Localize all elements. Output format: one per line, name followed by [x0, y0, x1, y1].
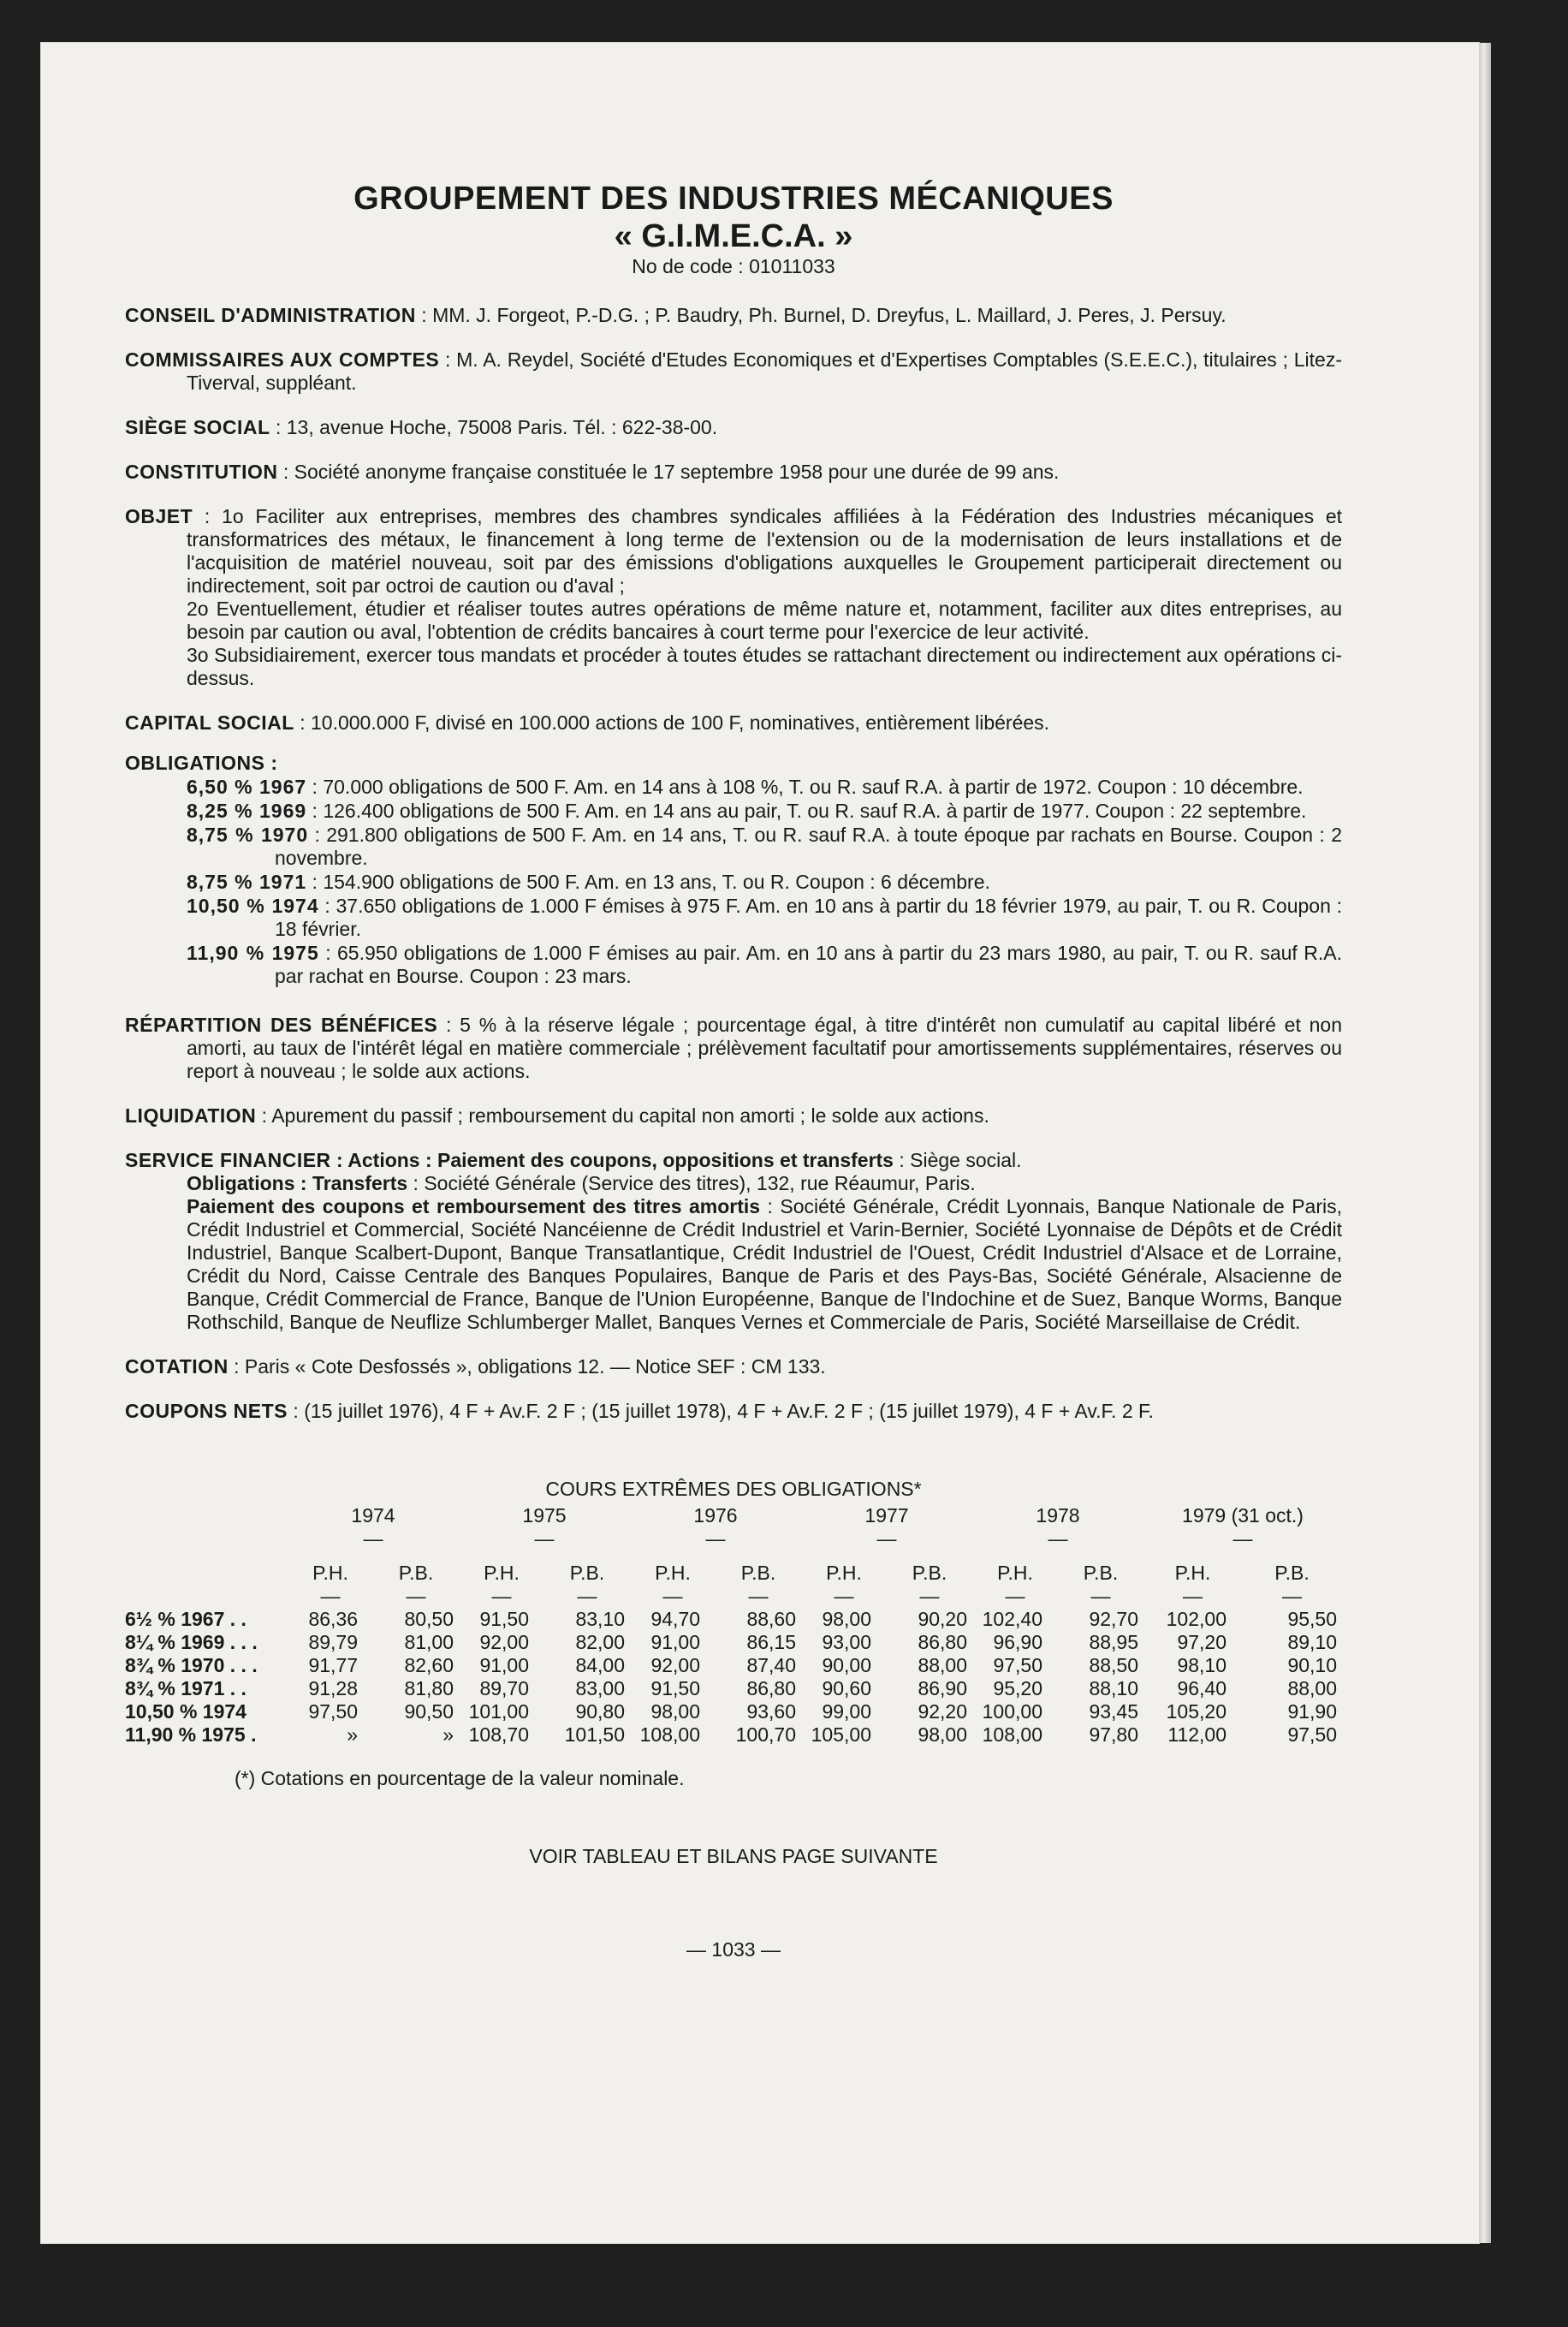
constitution-label: CONSTITUTION: [125, 461, 278, 483]
obligation-item: 8,75 % 1970 : 291.800 obligations de 500 F. Am. en 14 ans, T. ou R. sauf R.A. à toute époque par rachats en Bourse. Coupon : 2 novembre.: [187, 824, 1342, 869]
table-cell: 83,10: [575, 1608, 625, 1630]
table-cell: 97,50: [1287, 1723, 1337, 1746]
table-cell: 98,00: [918, 1723, 967, 1746]
capital-section: [125, 711, 1342, 735]
year-header: 1974: [351, 1504, 395, 1527]
row-label: 10,50 % 1974: [125, 1700, 246, 1723]
table-cell: 108,70: [468, 1723, 529, 1746]
table-cell: 98,00: [822, 1608, 871, 1630]
table-cell: 96,90: [993, 1631, 1042, 1653]
capital-label: CAPITAL SOCIAL: [125, 711, 294, 734]
table-cell: 91,28: [308, 1677, 358, 1699]
table-cell: 97,50: [308, 1700, 358, 1723]
obligation-item: 8,75 % 1971 : 154.900 obligations de 500 F. Am. en 13 ans, T. ou R. Coupon : 6 décembre.: [187, 871, 990, 893]
table-cell: 90,50: [404, 1700, 454, 1723]
siege-section: [125, 416, 1342, 439]
table-cell: 97,20: [1177, 1631, 1226, 1653]
table-dash-row: — — — — — — — — — — — —: [320, 1585, 1302, 1607]
table-cell: 102,00: [1166, 1608, 1226, 1630]
table-cell: 100,70: [735, 1723, 796, 1746]
table-cell: 96,40: [1177, 1677, 1226, 1699]
table-cell: 87,40: [746, 1654, 796, 1676]
table-cell: 93,00: [822, 1631, 871, 1653]
table-cell: 90,80: [575, 1700, 625, 1723]
objet-p1: [125, 505, 1342, 598]
service-actions: [125, 1149, 1342, 1172]
table-cell: 92,00: [479, 1631, 529, 1653]
table-cell: 92,70: [1089, 1608, 1138, 1630]
table-cell: 101,50: [564, 1723, 625, 1746]
year-header: 1977: [864, 1504, 909, 1527]
table-years-row: [125, 1504, 1342, 1527]
conseil-section: [125, 304, 1342, 327]
table-cell: 91,00: [479, 1654, 529, 1676]
table-cell: 91,50: [650, 1677, 700, 1699]
table-cell: 90,20: [918, 1608, 967, 1630]
table-cell: 80,50: [404, 1608, 454, 1630]
obligations-label: OBLIGATIONS :: [125, 752, 278, 774]
table-footnote: (*) Cotations en pourcentage de la valeur nominale.: [235, 1767, 685, 1789]
table-cell: 88,00: [1287, 1677, 1337, 1699]
service-label: SERVICE FINANCIER: [125, 1149, 331, 1171]
table-cell: 100,00: [982, 1700, 1042, 1723]
table-cell: 99,00: [822, 1700, 871, 1723]
year-header: 1976: [693, 1504, 738, 1527]
page-edge: [1479, 43, 1491, 2243]
table-cell: 91,90: [1287, 1700, 1337, 1723]
table-cell: 86,36: [308, 1608, 358, 1630]
year-header: 1978: [1036, 1504, 1080, 1527]
table-cell: 91,50: [479, 1608, 529, 1630]
table-cell: 90,00: [822, 1654, 871, 1676]
table-cell: 98,00: [650, 1700, 700, 1723]
table-cell: 95,20: [993, 1677, 1042, 1699]
obligation-item: 11,90 % 1975 : 65.950 obligations de 1.000 F émises au pair. Am. en 10 ans à partir du 23 mars 1980, au pair, T. ou R. sauf R.A. par rachat en Bourse. Coupon : 23 mars.: [187, 942, 1342, 987]
objet-p3: 3o Subsidiairement, exercer tous mandats et procéder à toutes études se rattachant directement ou indirectement aux opérations ci-dessus.: [187, 644, 1342, 689]
table-cell: 86,15: [746, 1631, 796, 1653]
obligation-item: 6,50 % 1967 : 70.000 obligations de 500 F. Am. en 14 ans à 108 %, T. ou R. sauf R.A. à partir de 1972. Coupon : 10 décembre.: [187, 776, 1304, 798]
obligation-item: 10,50 % 1974 : 37.650 obligations de 1.000 F émises à 975 F. Am. en 10 ans à partir du 18 février 1979, au pair, T. ou R. Coupon : 18 février.: [187, 895, 1342, 940]
liquidation-label: LIQUIDATION: [125, 1104, 257, 1127]
service-section: [125, 1149, 1342, 1334]
table-cell: 97,80: [1089, 1723, 1138, 1746]
table-cell: 88,10: [1089, 1677, 1138, 1699]
table-cell: 89,79: [308, 1631, 358, 1653]
company-code: No de code : 01011033: [632, 255, 835, 277]
table-title: COURS EXTRÊMES DES OBLIGATIONS*: [545, 1478, 922, 1500]
table-cell: 108,00: [982, 1723, 1042, 1746]
table-cell: 108,00: [639, 1723, 700, 1746]
table-cell: 91,77: [308, 1654, 358, 1676]
table-cell: 97,50: [993, 1654, 1042, 1676]
table-cell: 93,60: [746, 1700, 796, 1723]
service-obligations: Obligations : Transferts : Société Générale (Service des titres), 132, rue Réaumur, Paris.: [187, 1172, 976, 1194]
table-row: [125, 1723, 1342, 1747]
row-label: 6½ % 1967 . .: [125, 1608, 246, 1630]
row-label: 8¼ % 1969 . . .: [125, 1631, 258, 1653]
table-cell: 82,60: [404, 1654, 454, 1676]
table-cell: 88,60: [746, 1608, 796, 1630]
obligation-item: 8,25 % 1969 : 126.400 obligations de 500 F. Am. en 14 ans au pair, T. ou R. sauf R.A. à partir de 1977. Coupon : 22 septembre.: [187, 800, 1307, 822]
table-cell: 88,50: [1089, 1654, 1138, 1676]
service-actions-text: : Siège social.: [893, 1149, 1022, 1171]
table-cell: 98,10: [1177, 1654, 1226, 1676]
conseil-label: CONSEIL D'ADMINISTRATION: [125, 304, 416, 326]
table-cell: 84,00: [575, 1654, 625, 1676]
coupons-label: COUPONS NETS: [125, 1400, 288, 1422]
liquidation-section: [125, 1104, 1342, 1128]
objet-label: OBJET: [125, 505, 193, 527]
conseil-text: : MM. J. Forgeot, P.-D.G. ; P. Baudry, Ph. Burnel, D. Dreyfus, L. Maillard, J. Peres, J. Persuy.: [415, 304, 1226, 326]
table-cell: 112,00: [1167, 1723, 1226, 1746]
continued-note: VOIR TABLEAU ET BILANS PAGE SUIVANTE: [529, 1845, 938, 1867]
table-cell: 101,00: [468, 1700, 529, 1723]
table-cell: 93,45: [1089, 1700, 1138, 1723]
table-row: [125, 1631, 1342, 1654]
table-row: [125, 1677, 1342, 1700]
year-header: 1975: [522, 1504, 567, 1527]
table-cell: 89,70: [479, 1677, 529, 1699]
table-row: [125, 1654, 1342, 1677]
table-row: [125, 1608, 1342, 1631]
table-cell: 105,00: [811, 1723, 871, 1746]
table-ph-pb-row: P.H. P.B. P.H. P.B. P.H. P.B. P.H. P.B. P.H. P.B. P.H. P.B.: [312, 1562, 1310, 1584]
table-cell: 81,00: [404, 1631, 454, 1653]
document-content: [125, 137, 1342, 1961]
constitution-text: : Société anonyme française constituée le 17 septembre 1958 pour une durée de 99 ans.: [277, 461, 1060, 483]
table-cell: 102,40: [982, 1608, 1042, 1630]
obligations-section: [125, 752, 1342, 988]
table-cell: 82,00: [575, 1631, 625, 1653]
table-cell: 88,00: [918, 1654, 967, 1676]
capital-text: : 10.000.000 F, divisé en 100.000 actions de 100 F, nominatives, entièrement libérées.: [294, 711, 1050, 734]
service-actions-label: : Actions : Paiement des coupons, oppositions et transferts: [330, 1149, 894, 1171]
coupons-text: : (15 juillet 1976), 4 F + Av.F. 2 F ; (15 juillet 1978), 4 F + Av.F. 2 F ; (15 juillet 1979), 4 F + Av.F. 2 F.: [288, 1400, 1154, 1422]
table-cell: 81,80: [404, 1677, 454, 1699]
table-dash-row: — — — — — —: [363, 1527, 1253, 1550]
page-subtitle: « G.I.M.E.C.A. »: [614, 218, 853, 254]
table-cell: 83,00: [575, 1677, 625, 1699]
page-title: GROUPEMENT DES INDUSTRIES MÉCANIQUES: [353, 181, 1114, 217]
table-cell: 92,00: [650, 1654, 700, 1676]
row-label: 11,90 % 1975 .: [125, 1723, 257, 1746]
year-header: 1979 (31 oct.): [1182, 1504, 1304, 1527]
constitution-section: [125, 461, 1342, 484]
objet-p1-text: : 1o Faciliter aux entreprises, membres des chambres syndicales affiliées à la Fédération des Industries mécaniques et transformatrices des métaux, le financement à long terme de l'extension ou de la modernisation de leurs installations et de l'acquisition de matériel nouveau, soit par des émissions d'obligations auxquelles le Groupement participerait directement ou indirectement, soit par octroi de caution ou d'aval ;: [187, 505, 1342, 597]
repartition-label: RÉPARTITION DES BÉNÉFICES: [125, 1014, 438, 1036]
table-body: [125, 1608, 1342, 1747]
coupons-section: [125, 1400, 1342, 1423]
row-label: 8¾ % 1970 . . .: [125, 1654, 258, 1676]
repartition-text: : 5 % à la réserve légale ; pourcentage égal, à titre d'intérêt non cumulatif au capital libéré et non amorti, au taux de l'intérêt légal en matière commerciale ; prélèvement facultatif pour amortissements supplémentaires, réserves ou report à nouveau ; le solde aux actions.: [187, 1014, 1342, 1082]
row-label: 8¾ % 1971 . .: [125, 1677, 246, 1699]
table-cell: 91,00: [650, 1631, 700, 1653]
table-cell: 105,20: [1166, 1700, 1226, 1723]
table-cell: »: [442, 1723, 454, 1746]
table-cell: 95,50: [1287, 1608, 1337, 1630]
table-cell: 86,80: [918, 1631, 967, 1653]
page-number: — 1033 —: [686, 1938, 781, 1961]
table-cell: 86,80: [746, 1677, 796, 1699]
table-row: [125, 1700, 1342, 1723]
cours-table: [125, 1504, 1342, 1747]
cotation-label: COTATION: [125, 1355, 229, 1378]
commissaires-text: : M. A. Reydel, Société d'Etudes Economiques et d'Expertises Comptables (S.E.E.C.), titulaires ; Litez-Tiverval, suppléant.: [187, 348, 1342, 394]
table-cell: 88,95: [1089, 1631, 1138, 1653]
cotation-section: [125, 1355, 1342, 1378]
liquidation-text: : Apurement du passif ; remboursement du capital non amorti ; le solde aux actions.: [256, 1104, 989, 1127]
table-cell: 94,70: [650, 1608, 700, 1630]
commissaires-section: [125, 348, 1342, 395]
objet-p2: 2o Eventuellement, étudier et réaliser toutes autres opérations de même nature et, notamment, faciliter aux dites entreprises, au besoin par caution ou aval, l'obtention de crédits bancaires à court terme pour l'exercice de leur activité.: [187, 598, 1342, 643]
table-cell: 86,90: [918, 1677, 967, 1699]
table-cell: »: [347, 1723, 358, 1746]
siege-label: SIÈGE SOCIAL: [125, 416, 270, 438]
siege-text: : 13, avenue Hoche, 75008 Paris. Tél. : 622-38-00.: [270, 416, 718, 438]
objet-section: [125, 505, 1342, 690]
service-paiement: Paiement des coupons et remboursement des titres amortis : Société Générale, Crédit Lyonnais, Banque Nationale de Paris, Crédit Industriel et Commercial, Société Nancéienne de Crédit Industriel et Varin-Bernier, Société Lyonnaise de Dépôts et de Crédit Industriel, Banque Scalbert-Dupont, Banque Transatlantique, Crédit Industriel de l'Ouest, Crédit Industriel d'Alsace et de Lorraine, Crédit du Nord, Caisse Centrale des Banques Populaires, Banque de Paris et des Pays-Bas, Société Générale, Alsacienne de Banque, Crédit Commercial de France, Banque de l'Union Européenne, Banque de l'Indochine et de Suez, Banque Worms, Banque Rothschild, Banque de Neuflize Schlumberger Mallet, Banques Vernes et Commerciale de Paris, Société Marseillaise de Crédit.: [187, 1195, 1342, 1333]
commissaires-label: COMMISSAIRES AUX COMPTES: [125, 348, 440, 371]
table-cell: 92,20: [918, 1700, 967, 1723]
repartition-section: [125, 1014, 1342, 1083]
table-cell: 89,10: [1287, 1631, 1337, 1653]
table-cell: 90,10: [1287, 1654, 1337, 1676]
cotation-text: : Paris « Cote Desfossés », obligations 12. — Notice SEF : CM 133.: [228, 1355, 826, 1378]
table-cell: 90,60: [822, 1677, 871, 1699]
